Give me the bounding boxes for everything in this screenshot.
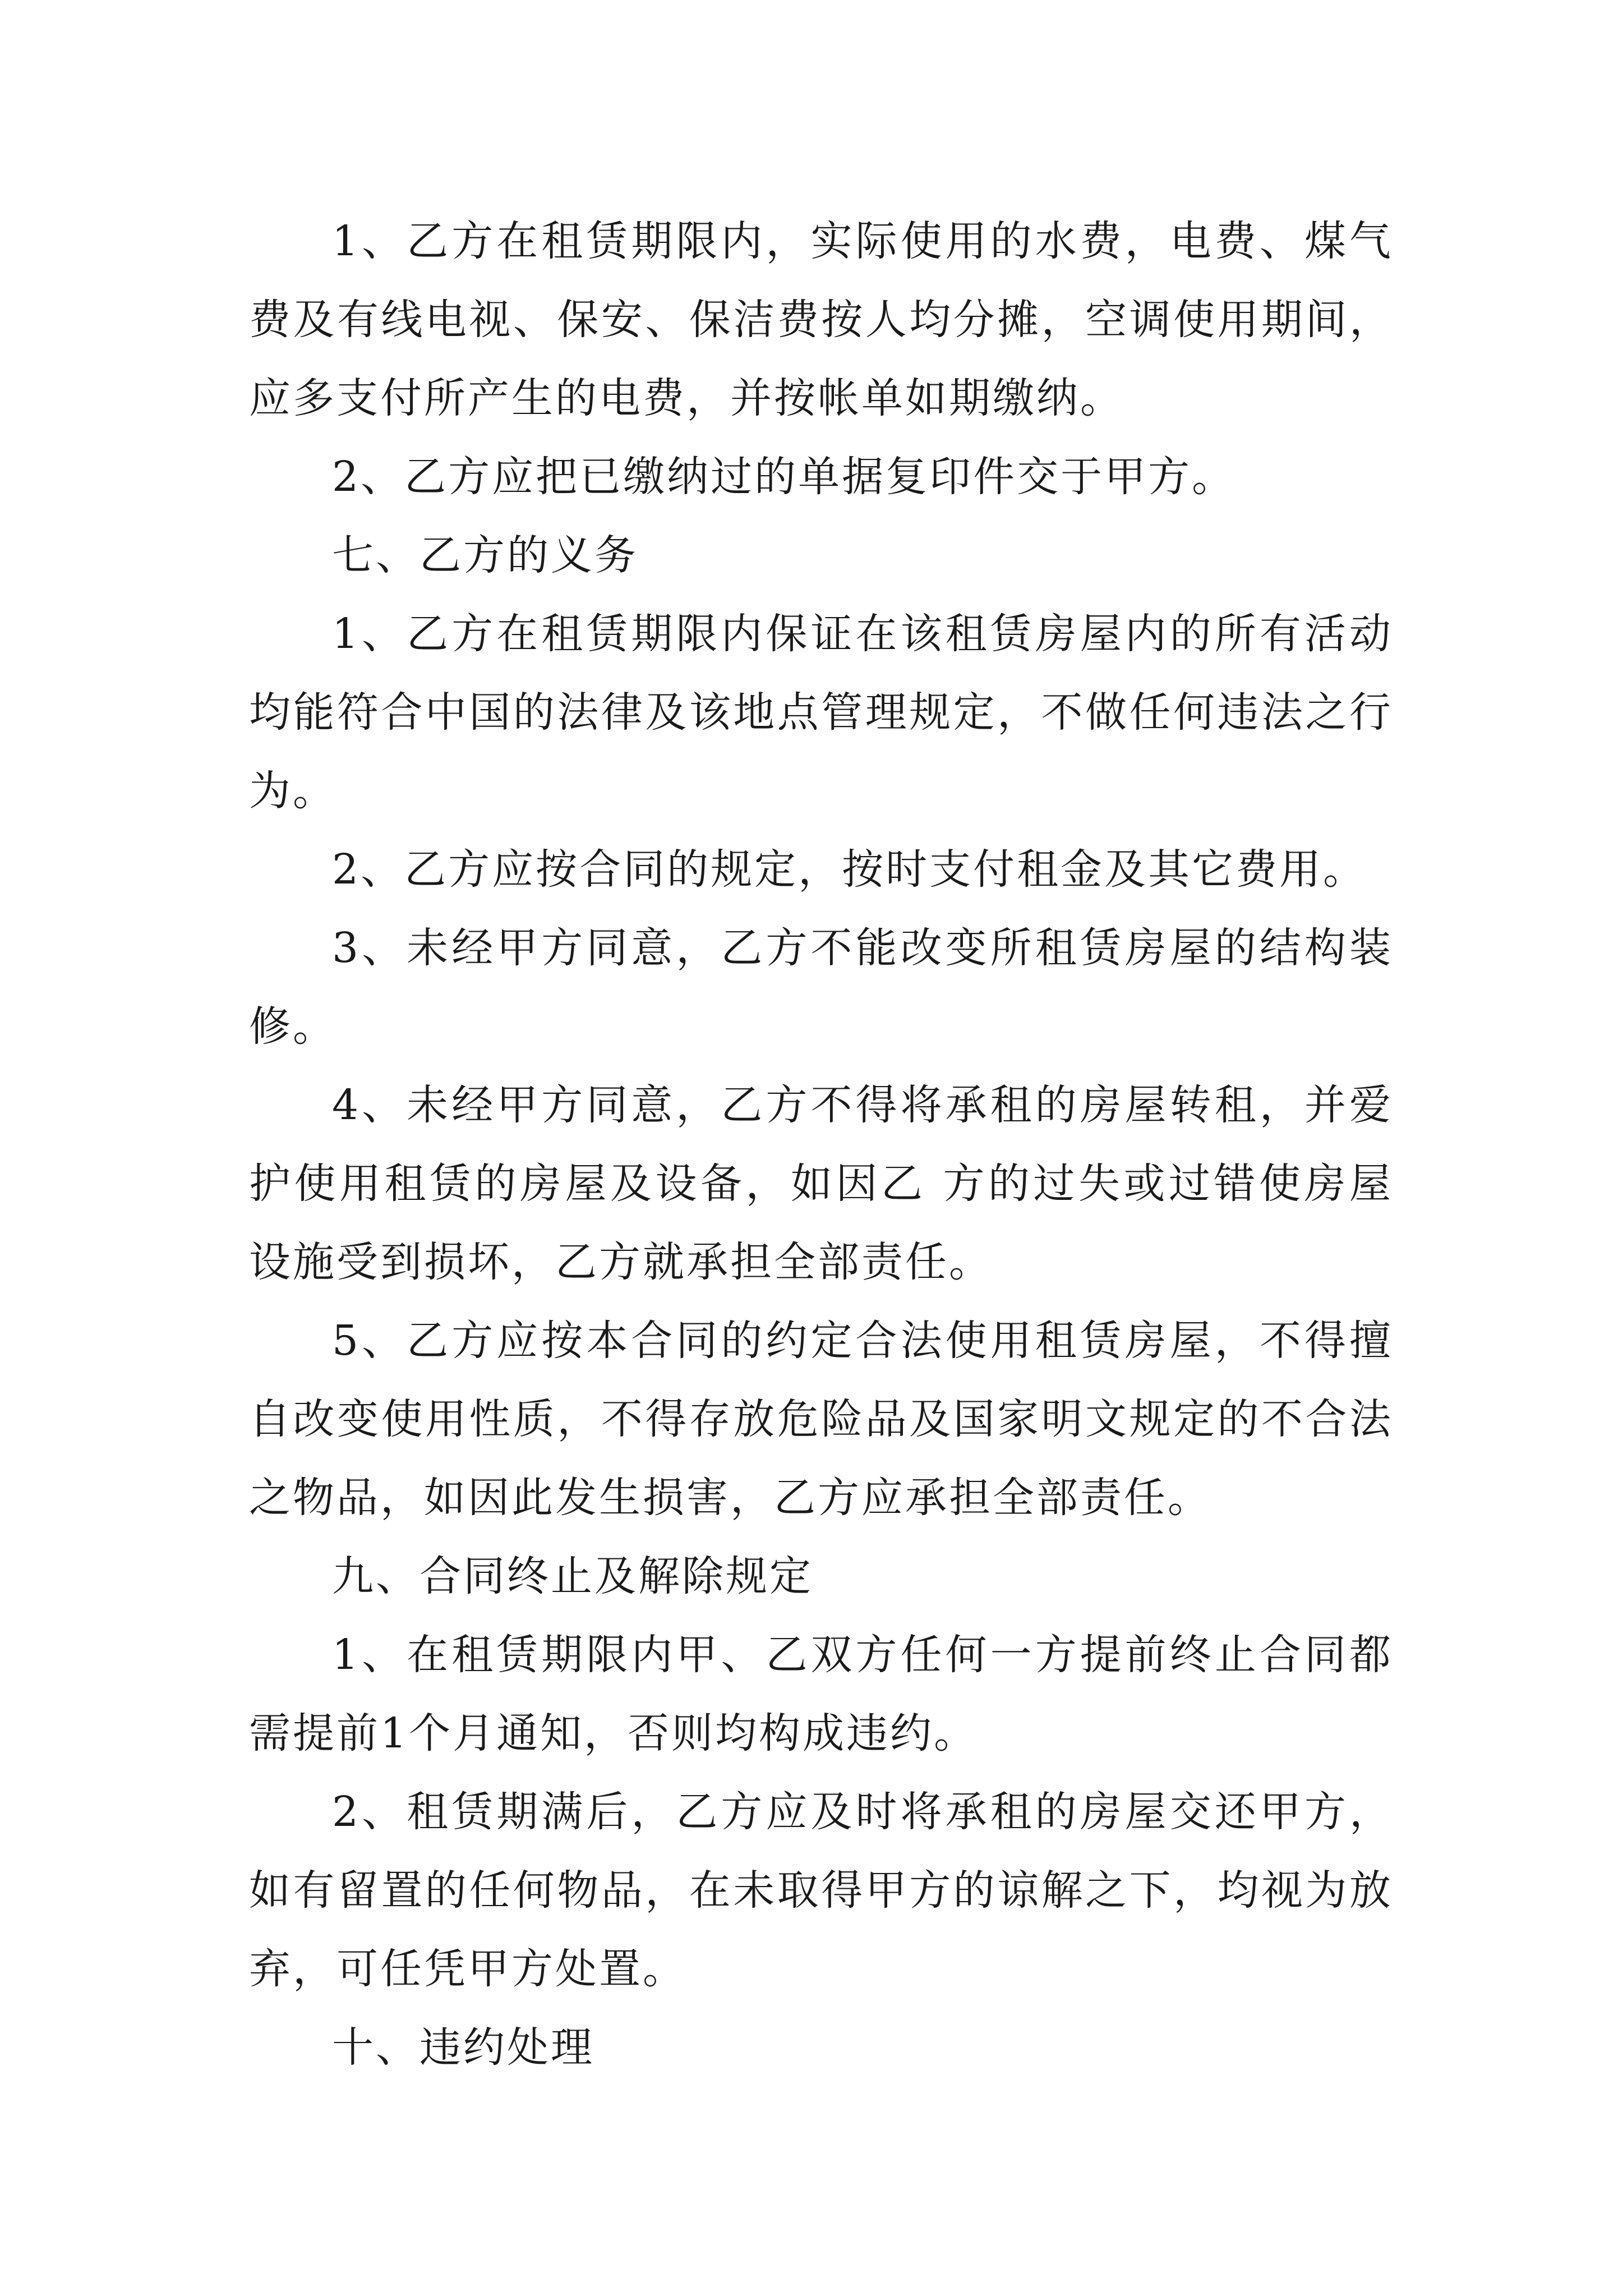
- paragraph: 3、未经甲方同意，乙方不能改变所租赁房屋的结构装修。: [249, 924, 1393, 1051]
- section-heading: 十、违约处理: [332, 2023, 594, 2072]
- paragraph: 2、乙方应把已缴纳过的单据复印件交于甲方。: [332, 453, 1236, 501]
- document-body: [249, 202, 1393, 2087]
- paragraph: 5、乙方应按本合同的约定合法使用租赁房屋，不得擅自改变使用性质，不得存放危险品及国家明文规定的不合法之物品，如因此发生损害，乙方应承担全部责任。: [249, 1317, 1393, 1522]
- paragraph: 1、乙方在租赁期限内保证在该租赁房屋内的所有活动均能符合中国的法律及该地点管理规定，不做任何违法之行为。: [249, 610, 1393, 815]
- paragraph: 2、租赁期满后，乙方应及时将承租的房屋交还甲方，如有留置的任何物品，在未取得甲方的谅解之下，均视为放弃，可任凭甲方处置。: [249, 1788, 1393, 1993]
- paragraph: 4、未经甲方同意，乙方不得将承租的房屋转租，并爱护使用租赁的房屋及设备，如因乙 方的过失或过错使房屋设施受到损坏，乙方就承担全部责任。: [249, 1081, 1393, 1286]
- paragraph: 1、在租赁期限内甲、乙双方任何一方提前终止合同都需提前1个月通知，否则均构成违约。: [249, 1631, 1393, 1757]
- paragraph: 1、乙方在租赁期限内，实际使用的水费，电费、煤气费及有线电视、保安、保洁费按人均分摊，空调使用期间，应多支付所产生的电费，并按帐单如期缴纳。: [249, 217, 1393, 422]
- section-heading: 九、合同终止及解除规定: [332, 1552, 813, 1600]
- paragraph: 2、乙方应按合同的规定，按时支付租金及其它费用。: [332, 845, 1367, 894]
- section-heading: 七、乙方的义务: [332, 531, 638, 579]
